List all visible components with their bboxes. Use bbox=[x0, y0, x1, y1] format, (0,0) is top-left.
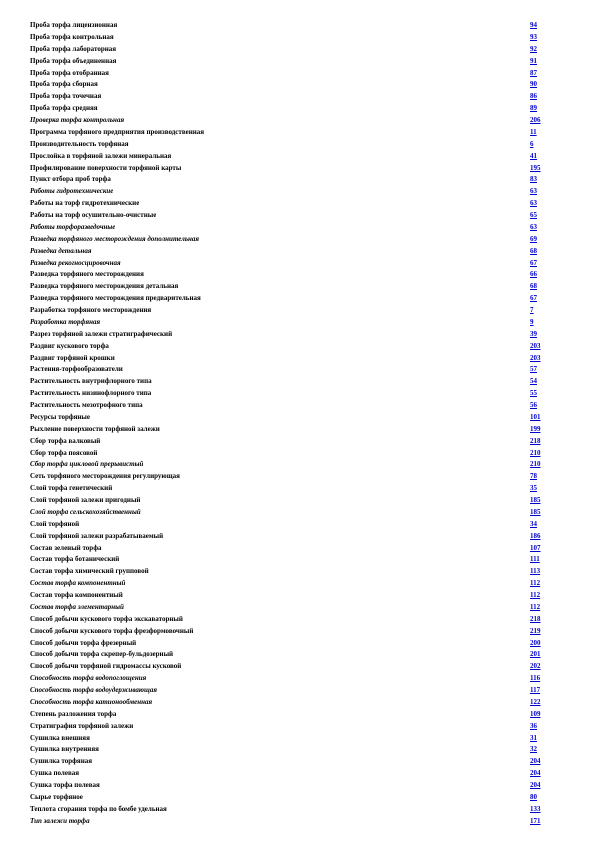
index-entry bbox=[30, 543, 544, 555]
index-entry bbox=[30, 483, 544, 495]
index-entry bbox=[30, 578, 544, 590]
page-link[interactable]: 89 bbox=[530, 104, 537, 113]
index-term: Сеть торфяного месторождения регулирующая bbox=[30, 472, 180, 481]
index-entry bbox=[30, 744, 544, 756]
page-link[interactable]: 31 bbox=[530, 733, 537, 742]
page-link[interactable]: 6 bbox=[530, 139, 534, 148]
page-link[interactable]: 185 bbox=[530, 507, 541, 516]
index-entry bbox=[30, 661, 544, 673]
page-link[interactable]: 69 bbox=[530, 234, 537, 243]
index-entry bbox=[30, 816, 544, 828]
index-term: Проба торфа средняя bbox=[30, 104, 98, 113]
page-link[interactable]: 111 bbox=[530, 555, 540, 564]
index-entry bbox=[30, 709, 544, 721]
index-entry bbox=[30, 554, 544, 566]
index-entry bbox=[30, 733, 544, 745]
page-link[interactable]: 204 bbox=[530, 757, 541, 766]
page-link[interactable]: 34 bbox=[530, 519, 537, 528]
page-link[interactable]: 92 bbox=[530, 44, 537, 53]
index-entry bbox=[30, 91, 544, 103]
page-link[interactable]: 210 bbox=[530, 448, 541, 457]
index-entry bbox=[30, 329, 544, 341]
page-link[interactable]: 117 bbox=[530, 686, 541, 694]
index-term: Рыхление поверхности торфяной залежи bbox=[30, 424, 160, 433]
page-link[interactable]: 116 bbox=[530, 674, 541, 683]
index-entry bbox=[30, 68, 544, 80]
index-term: Разработка торфяного месторождения bbox=[30, 306, 152, 314]
index-entry bbox=[30, 127, 544, 139]
index-entry bbox=[30, 174, 544, 186]
index-entry bbox=[30, 673, 544, 685]
index-term: Слой торфяной залежи пригодный bbox=[30, 496, 141, 504]
page-link[interactable]: 83 bbox=[530, 175, 537, 184]
index-entry bbox=[30, 341, 544, 353]
index-term: Состав торфа ботанический bbox=[30, 555, 120, 564]
page-link[interactable]: 32 bbox=[530, 745, 537, 754]
index-term: Работы гидротехнические bbox=[30, 187, 114, 196]
index-entry bbox=[30, 649, 544, 661]
index-term: Разведка рекогносцировочная bbox=[30, 258, 121, 267]
index-term: Слой торфяной залежи разрабатываемый bbox=[30, 531, 164, 540]
page-link[interactable]: 41 bbox=[530, 151, 537, 160]
page-link[interactable]: 186 bbox=[530, 531, 541, 540]
page-link[interactable]: 94 bbox=[530, 21, 537, 29]
index-entry bbox=[30, 353, 544, 365]
page-link[interactable]: 204 bbox=[530, 781, 541, 789]
index-entry bbox=[30, 519, 544, 531]
index-entry bbox=[30, 32, 544, 44]
index-entry bbox=[30, 448, 544, 460]
index-term: Сушилка внешняя bbox=[30, 733, 90, 742]
index-entry bbox=[30, 412, 544, 424]
page-link[interactable]: 203 bbox=[530, 341, 541, 350]
index-entry bbox=[30, 566, 544, 578]
index-entry bbox=[30, 56, 544, 68]
page-link[interactable]: 78 bbox=[530, 472, 537, 481]
index-entry bbox=[30, 495, 544, 507]
index-entry bbox=[30, 507, 544, 519]
index-term: Разведка торфяного месторождения детальная bbox=[30, 282, 179, 291]
index-term: Способ добычи торфа скрепер-бульдозерный bbox=[30, 650, 174, 659]
index-entry bbox=[30, 602, 544, 614]
index-term: Способ добычи торфяной гидромассы кусковой bbox=[30, 662, 182, 671]
index-term: Состав торфа компонентный bbox=[30, 591, 123, 599]
index-term: Способ добычи торфа фрезерный bbox=[30, 638, 137, 647]
page-link[interactable]: 54 bbox=[530, 377, 537, 386]
index-entry bbox=[30, 79, 544, 91]
index-term: Сырье торфяное bbox=[30, 792, 83, 801]
index-entry bbox=[30, 756, 544, 768]
index-term: Пункт отбора проб торфа bbox=[30, 175, 111, 184]
page-link[interactable]: 63 bbox=[530, 199, 537, 208]
page-link[interactable]: 195 bbox=[530, 163, 541, 172]
page-link[interactable]: 86 bbox=[530, 92, 537, 101]
index-term: Проба торфа отобранная bbox=[30, 68, 109, 77]
page-link[interactable]: 185 bbox=[530, 496, 541, 504]
page-link[interactable]: 218 bbox=[530, 436, 541, 445]
page-link[interactable]: 65 bbox=[530, 211, 537, 219]
index-term: Растительность мезотрофного типа bbox=[30, 401, 143, 409]
index-term: Растительность низинофлорного типа bbox=[30, 389, 152, 398]
page-link[interactable]: 107 bbox=[530, 543, 541, 552]
index-entry bbox=[30, 531, 544, 543]
index-term: Разведка детальная bbox=[30, 246, 92, 255]
index-term: Растения-торфообразователи bbox=[30, 365, 123, 374]
index-term: Сбор торфа валковый bbox=[30, 436, 101, 445]
index-term: Производительность торфяная bbox=[30, 139, 129, 148]
page-link[interactable]: 210 bbox=[530, 460, 541, 469]
index-term: Проба торфа лабораторная bbox=[30, 44, 117, 53]
index-term: Состав зеленый торфа bbox=[30, 543, 102, 552]
page-link[interactable]: 171 bbox=[530, 816, 541, 825]
page-link[interactable]: 55 bbox=[530, 389, 537, 398]
page-link[interactable]: 199 bbox=[530, 424, 541, 433]
page-link[interactable]: 206 bbox=[530, 116, 541, 124]
index-entry bbox=[30, 139, 544, 151]
index-term: Тип залежи торфа bbox=[30, 816, 90, 825]
index-term: Разведка торфяного месторождения предварительная bbox=[30, 294, 201, 303]
index-term: Проверка торфа контрольная bbox=[30, 116, 125, 124]
index-term: Проба торфа сборная bbox=[30, 80, 98, 89]
page-link[interactable]: 9 bbox=[530, 317, 534, 326]
index-term: Состав торфа элементарный bbox=[30, 602, 124, 611]
index-entry bbox=[30, 305, 544, 317]
page-link[interactable]: 203 bbox=[530, 353, 541, 362]
index-term: Проба торфа точечная bbox=[30, 92, 102, 101]
index-entry bbox=[30, 376, 544, 388]
index-entry bbox=[30, 234, 544, 246]
index-term: Работы торфоразведочные bbox=[30, 222, 116, 231]
page-link[interactable]: 202 bbox=[530, 662, 541, 671]
page-link[interactable]: 122 bbox=[530, 697, 541, 706]
page-link[interactable]: 80 bbox=[530, 792, 537, 801]
index-term: Сушилка торфяная bbox=[30, 757, 93, 766]
index-entry bbox=[30, 459, 544, 471]
index-term: Сбор торфа цикловой прерывистый bbox=[30, 460, 144, 469]
index-entry bbox=[30, 792, 544, 804]
index-term: Прослойка в торфяной залежи минеральная bbox=[30, 151, 172, 160]
index-entry bbox=[30, 103, 544, 115]
index-entry bbox=[30, 115, 544, 127]
index-term: Разрез торфяной залежи стратиграфический bbox=[30, 329, 173, 338]
index-term: Сушилка внутренняя bbox=[30, 745, 99, 754]
page-link[interactable]: 218 bbox=[530, 614, 541, 623]
index-entry bbox=[30, 804, 544, 816]
index-entry bbox=[30, 269, 544, 281]
page-link[interactable]: 11 bbox=[530, 127, 537, 136]
index-entry bbox=[30, 626, 544, 638]
index-entry bbox=[30, 258, 544, 270]
index-list bbox=[30, 20, 544, 828]
index-entry bbox=[30, 246, 544, 258]
index-term: Программа торфяного предприятия производственная bbox=[30, 127, 205, 136]
index-entry bbox=[30, 20, 544, 32]
index-term: Способ добычи кускового торфа фрезформовочный bbox=[30, 626, 194, 635]
index-entry bbox=[30, 780, 544, 792]
index-entry bbox=[30, 424, 544, 436]
index-term: Слой торфяной bbox=[30, 519, 80, 528]
index-term: Стратиграфия торфяной залежи bbox=[30, 721, 134, 730]
page-link[interactable]: 87 bbox=[530, 68, 537, 77]
page-link[interactable]: 204 bbox=[530, 769, 541, 778]
page-link[interactable]: 219 bbox=[530, 626, 541, 635]
index-term: Состав торфа химический групповой bbox=[30, 567, 149, 576]
index-term: Разведка торфяного месторождения bbox=[30, 270, 144, 279]
index-term: Сушка торфа полевая bbox=[30, 781, 100, 789]
index-term: Разведка торфяного месторождения дополнительная bbox=[30, 234, 200, 243]
index-entry bbox=[30, 400, 544, 412]
index-term: Раздвиг кускового торфа bbox=[30, 341, 109, 350]
page-link[interactable]: 93 bbox=[530, 32, 537, 41]
index-entry bbox=[30, 317, 544, 329]
page-link[interactable]: 91 bbox=[530, 56, 537, 65]
index-term: Слой торфа сельскохозяйственный bbox=[30, 507, 141, 516]
index-entry bbox=[30, 163, 544, 175]
index-term: Профилирование поверхности торфяной карты bbox=[30, 163, 182, 172]
page-link[interactable]: 101 bbox=[530, 412, 541, 421]
index-entry bbox=[30, 638, 544, 650]
index-entry bbox=[30, 186, 544, 198]
index-entry bbox=[30, 44, 544, 56]
index-term: Слой торфа генетический bbox=[30, 484, 113, 493]
index-term: Способность торфа водоудерживающая bbox=[30, 686, 157, 694]
index-entry bbox=[30, 281, 544, 293]
index-entry bbox=[30, 685, 544, 697]
index-term: Растительность внутрифлорного типа bbox=[30, 377, 152, 386]
index-entry bbox=[30, 436, 544, 448]
page-link[interactable]: 109 bbox=[530, 709, 541, 718]
page-link[interactable]: 36 bbox=[530, 721, 537, 730]
index-entry bbox=[30, 590, 544, 602]
page-link[interactable]: 63 bbox=[530, 187, 537, 196]
index-term: Раздвиг торфяной крошки bbox=[30, 353, 115, 362]
page-link[interactable]: 63 bbox=[530, 222, 537, 231]
index-term: Сушка полевая bbox=[30, 769, 80, 778]
index-entry bbox=[30, 697, 544, 709]
index-term: Способ добычи кускового торфа экскаваторный bbox=[30, 614, 183, 623]
index-entry bbox=[30, 293, 544, 305]
index-term: Способность торфа катионообменная bbox=[30, 697, 153, 706]
index-term: Способность торфа водопоглощения bbox=[30, 674, 147, 683]
index-term: Теплота сгорания торфа по бомбе удельная bbox=[30, 804, 167, 813]
page-link[interactable]: 133 bbox=[530, 804, 541, 813]
index-term: Работы на торф осушительно-очистные bbox=[30, 211, 157, 219]
index-entry bbox=[30, 151, 544, 163]
page-link[interactable]: 56 bbox=[530, 401, 537, 409]
index-entry bbox=[30, 388, 544, 400]
index-entry bbox=[30, 198, 544, 210]
index-term: Проба торфа объединенная bbox=[30, 56, 117, 65]
page-link[interactable]: 67 bbox=[530, 258, 537, 267]
page-link[interactable]: 200 bbox=[530, 638, 541, 647]
index-entry bbox=[30, 721, 544, 733]
index-entry bbox=[30, 222, 544, 234]
page-link[interactable]: 7 bbox=[530, 306, 534, 314]
index-entry bbox=[30, 768, 544, 780]
index-term: Степень разложения торфа bbox=[30, 709, 117, 718]
page-link[interactable]: 66 bbox=[530, 270, 537, 279]
page-link[interactable]: 201 bbox=[530, 650, 541, 659]
page-link[interactable]: 35 bbox=[530, 484, 537, 493]
index-term: Разработка торфяная bbox=[30, 317, 101, 326]
page-link[interactable]: 67 bbox=[530, 294, 537, 303]
page-link[interactable]: 68 bbox=[530, 246, 537, 255]
index-term: Проба торфа лицензионная bbox=[30, 21, 118, 29]
page-link[interactable]: 68 bbox=[530, 282, 537, 291]
index-entry bbox=[30, 210, 544, 222]
index-term: Состав торфа компонентный bbox=[30, 579, 126, 588]
page-link[interactable]: 39 bbox=[530, 329, 537, 338]
page-link[interactable]: 112 bbox=[530, 591, 541, 599]
index-term: Проба торфа контрольная bbox=[30, 32, 114, 41]
index-term: Сбор торфа поясовой bbox=[30, 448, 98, 457]
index-term: Ресурсы торфяные bbox=[30, 412, 90, 421]
page-link[interactable]: 112 bbox=[530, 602, 541, 611]
index-entry bbox=[30, 471, 544, 483]
page-link[interactable]: 112 bbox=[530, 579, 541, 588]
index-entry bbox=[30, 614, 544, 626]
page-link[interactable]: 90 bbox=[530, 80, 537, 89]
index-entry bbox=[30, 364, 544, 376]
page-link[interactable]: 57 bbox=[530, 365, 537, 374]
index-term: Работы на торф гидротехнические bbox=[30, 199, 140, 208]
page-link[interactable]: 113 bbox=[530, 567, 541, 576]
